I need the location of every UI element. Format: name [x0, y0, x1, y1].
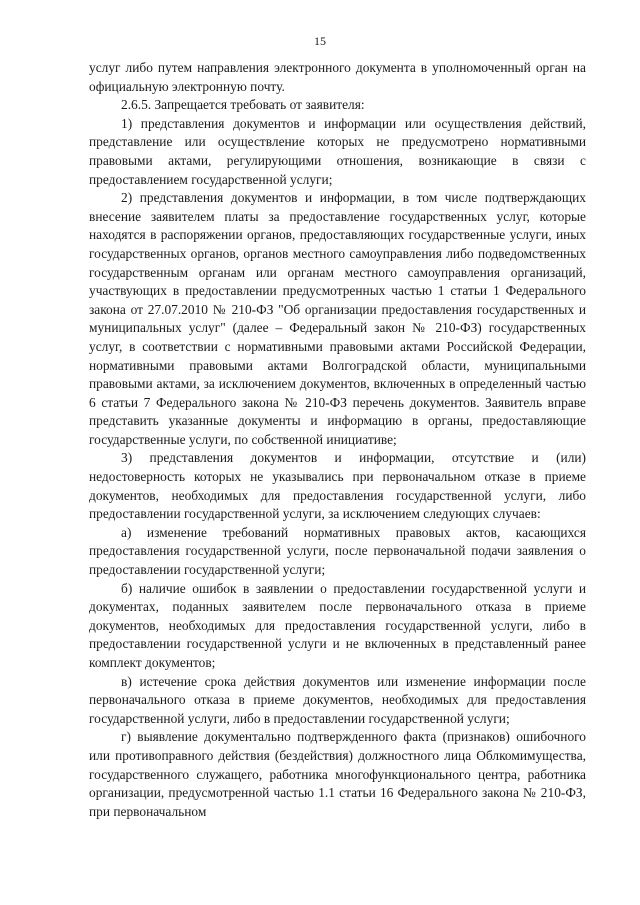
paragraph-item-a: а) изменение требований нормативных правовых актов, касающихся предоставления государственной услуги, после первоначальной подачи заявления о предоставлении государственной услуги;: [89, 524, 586, 578]
paragraph-item-2: 2) представления документов и информации, в том числе подтверждающих внесение заявителем платы за предоставление государственных услуг, которые находятся в распоряжении органов, предоставляющих государственные услуги, иных государственных органов, органов местного самоуправления либо подведомственных государственным органам или органам местного самоуправления организаций, участвующих в предоставлении предусмотренных частью 1 статьи 1 Федерального закона от 27.07.2010 № 210-ФЗ "Об организации предоставления государственных и муниципальных услуг" (далее – Федеральный закон № 210-ФЗ) государственных услуг, в соответствии с нормативными правовыми актами Российской Федерации, нормативными правовыми актами Волгоградской области, муниципальными правовыми актами, за исключением документов, включенных в определенный частью 6 статьи 7 Федерального закона № 210-ФЗ перечень документов. Заявитель вправе представить указанные документы и информацию в органы, предоставляющие государственные услуги, по собственной инициативе;: [89, 190, 586, 447]
paragraph-2-6-5: 2.6.5. Запрещается требовать от заявителя:: [121, 97, 365, 113]
document-body: [89, 59, 586, 821]
page-number: 15: [314, 34, 326, 48]
paragraph-item-g: г) выявление документально подтвержденного факта (признаков) ошибочного или противоправного действия (бездействия) должностного лица Облкомимущества, государственного служащего, работника многофункционального центра, работника организации, предусмотренной частью 1.1 статьи 16 Федерального закона № 210-ФЗ, при первоначальном: [89, 729, 586, 819]
paragraph-continuation: услуг либо путем направления электронного документа в уполномоченный орган на официальную электронную почту.: [89, 60, 586, 94]
paragraph-item-3: 3) представления документов и информации, отсутствие и (или) недостоверность которых не указывались при первоначальном отказе в приеме документов, необходимых для предоставления государственной услуги, либо предоставлении государственной услуги, за исключением следующих случаев:: [89, 450, 586, 522]
paragraph-item-v: в) истечение срока действия документов или изменение информации после первоначального отказа в приеме документов, необходимых для предоставления государственной услуги, либо в предоставлении государственной услуги;: [89, 673, 586, 726]
paragraph-item-b: б) наличие ошибок в заявлении о предоставлении государственной услуги и документах, поданных заявителем после первоначального отказа в приеме документов, необходимых для предоставления государственной услуги, либо в предоставлении государственной услуги и не включенных в представленный ранее комплект документов;: [89, 580, 586, 670]
paragraph-item-1: 1) представления документов и информации или осуществления действий, представление или осуществление которых не предусмотрено нормативными правовыми актами, регулирующими отношения, возникающие в связи с предоставлением государственной услуги;: [89, 115, 586, 187]
